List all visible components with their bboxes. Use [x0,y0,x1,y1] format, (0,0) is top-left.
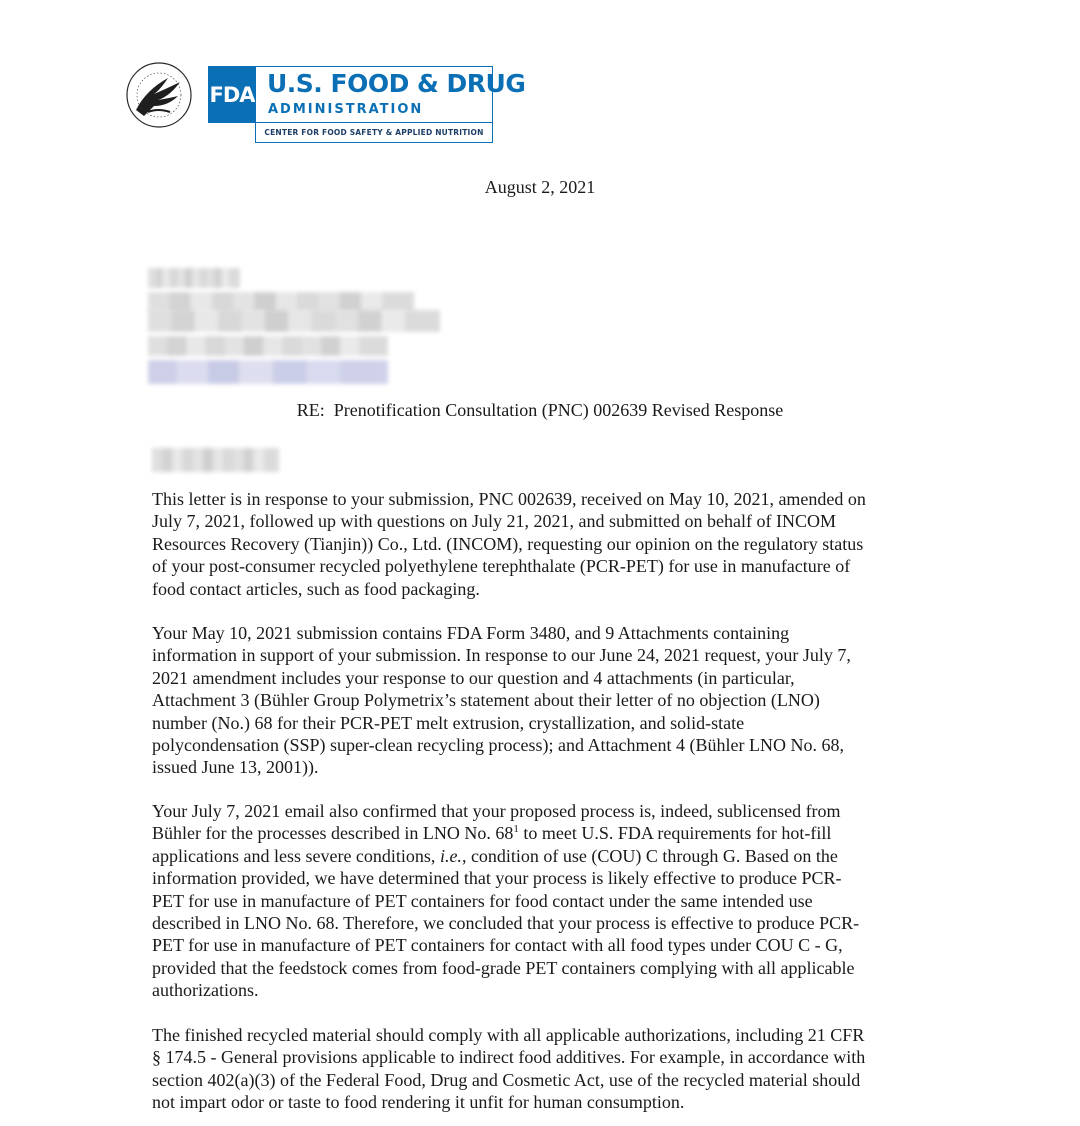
redacted-recipient-title [148,292,414,312]
agency-name-line1: U.S. FOOD & DRUG [267,69,526,98]
fda-agency-name-box [255,66,526,123]
paragraph-text: applications and less severe conditions, [152,845,440,866]
paragraph-line: section 402(a)(3) of the Federal Food, Drug and Cosmetic Act, use of the recycled material should [152,1069,861,1090]
paragraph-line [152,845,932,867]
paragraph-line: Resources Recovery (Tianjin)) Co., Ltd. (INCOM), requesting our opinion on the regulatory status [152,533,864,554]
paragraph-line: issued June 13, 2001)). [152,757,319,778]
paragraph-line: July 7, 2021, followed up with questions on July 21, 2021, and submitted on behalf of INCOM [152,511,836,532]
paragraph-line: information in support of your submission. In response to our June 24, 2021 request, your July 7, [152,645,851,666]
redacted-recipient-address [148,336,388,356]
paragraph-line: § 174.5 - General provisions applicable to indirect food additives. For example, in accordance with [152,1047,866,1068]
body-paragraph-3 [152,800,932,1002]
letter-date [0,177,1080,198]
paragraph-line: PET for use in manufacture of PET containers for contact with all food types under COU C - G, [152,935,843,956]
paragraph-line: information provided, we have determined that your process is likely effective to produce PCR- [152,868,842,889]
body-paragraph-2 [152,622,932,779]
paragraph-line: This letter is in response to your submission, PNC 002639, received on May 10, 2021, amended on [152,489,866,509]
paragraph-line: authorizations. [152,980,259,1001]
re-label: RE: [296,400,325,420]
paragraph-line: The finished recycled material should comply with all applicable authorizations, including 21 CFR [152,1025,865,1045]
fda-logo [208,66,526,143]
redacted-recipient-company [148,310,440,332]
paragraph-line: Your July 7, 2021 email also confirmed that your proposed process is, indeed, sublicensed from [152,801,841,821]
paragraph-text: , condition of use (COU) C through G. Based on the [461,845,838,866]
paragraph-text: to meet U.S. FDA requirements for hot-fill [518,823,832,844]
paragraph-line [152,822,932,844]
paragraph-line: described in LNO No. 68. Therefore, we concluded that your process is effective to produce PCR- [152,913,860,934]
paragraph-line: of your post-consumer recycled polyethylene terephthalate (PCR-PET) for use in manufacture of [152,556,851,577]
paragraph-line: not impart odor or taste to food rendering it unfit for human consumption. [152,1092,685,1113]
italic-ie: i.e. [439,845,462,866]
re-subject: Prenotification Consultation (PNC) 002639 Revised Response [333,400,784,420]
paragraph-text: Bühler for the processes described in LNO No. 68 [152,823,514,844]
letter-date-text: August 2, 2021 [484,177,596,197]
redacted-recipient-email [148,360,388,384]
center-name: CENTER FOR FOOD SAFETY & APPLIED NUTRITION [255,123,493,143]
body-paragraph-4 [152,1024,932,1114]
paragraph-line: number (No.) 68 for their PCR-PET melt extrusion, crystallization, and solid-state [152,712,745,733]
hhs-eagle-seal-icon [124,60,194,130]
fda-abbrev-box: FDA [208,66,256,123]
paragraph-line: Your May 10, 2021 submission contains FDA Form 3480, and 9 Attachments containing [152,623,790,643]
paragraph-line: Attachment 3 (Bühler Group Polymetrix’s statement about their letter of no objection (LNO) [152,690,820,711]
redacted-salutation [152,448,279,472]
body-paragraph-1 [152,488,932,600]
agency-name-line2: ADMINISTRATION [268,102,424,117]
redacted-recipient-name [148,268,240,288]
paragraph-line: provided that the feedstock comes from food-grade PET containers complying with all applicable [152,957,855,978]
paragraph-line: food contact articles, such as food packaging. [152,578,480,599]
paragraph-line: polycondensation (SSP) super-clean recycling process); and Attachment 4 (Bühler LNO No. 68, [152,735,844,756]
paragraph-line: 2021 amendment includes your response to our question and 4 attachments (in particular, [152,667,795,688]
footnote-marker[interactable]: 1 [513,823,519,836]
paragraph-line: PET for use in manufacture of PET containers for food contact under the same intended use [152,890,813,911]
re-subject-line [0,400,1080,421]
